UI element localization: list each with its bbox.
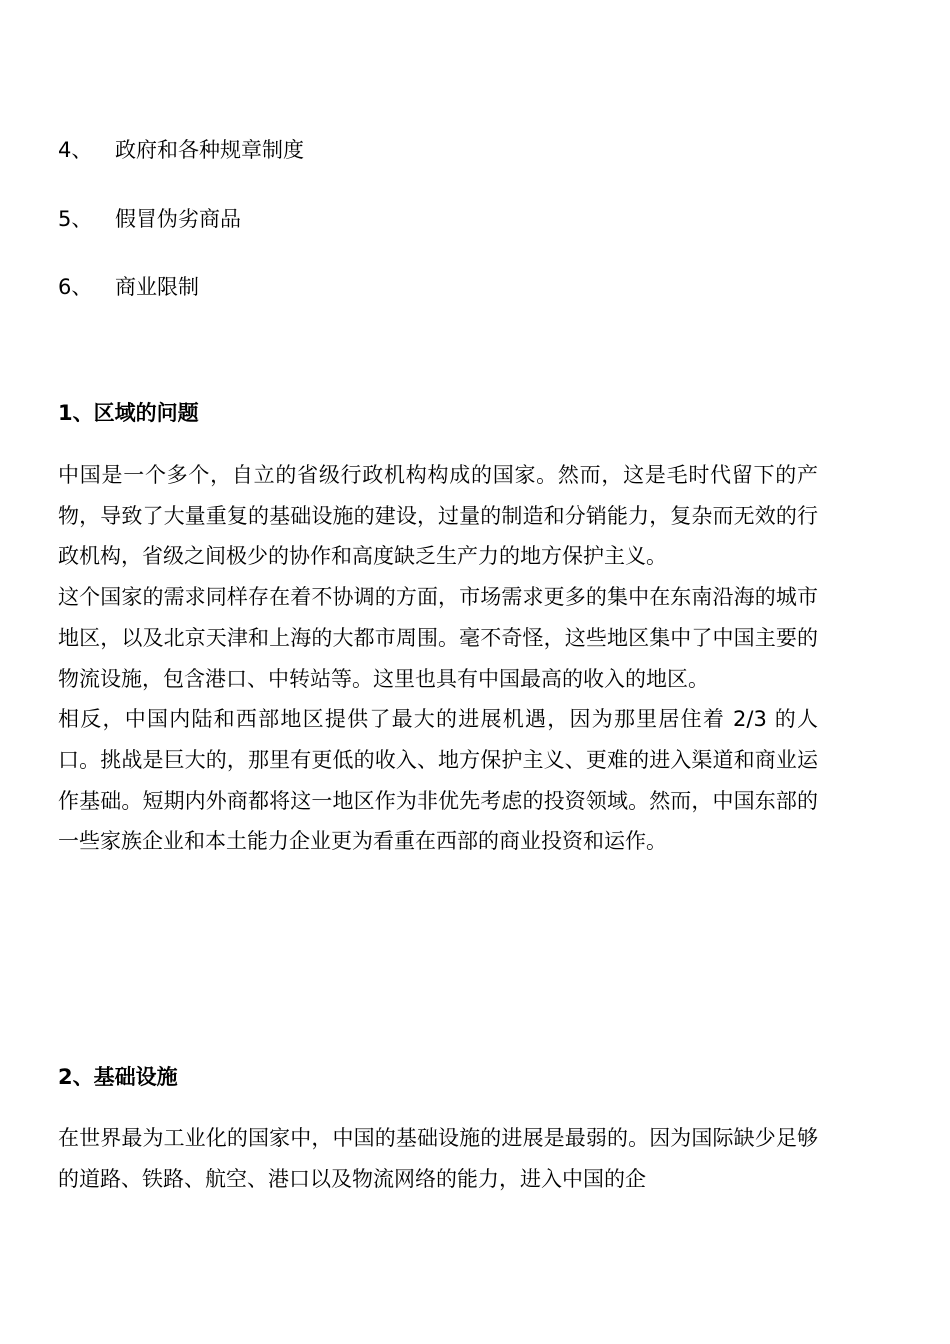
list-label: 假冒伪劣商品	[115, 207, 241, 231]
paragraph: 相反，中国内陆和西部地区提供了最大的进展机遇，因为那里居住着 2/3 的人口。挑战是巨大的，那里有更低的收入、地方保护主义、更难的进入渠道和商业运作基础。短期内外商都将这一地区作为非优先考虑的投资领域。然而，中国东部的一些家族企业和本土能力企业更为看重在西部的商业投资和运作。	[58, 707, 818, 854]
paragraph: 在世界最为工业化的国家中，中国的基础设施的进展是最弱的。因为国际缺少足够的道路、铁路、航空、港口以及物流网络的能力，进入中国的企	[58, 1126, 818, 1191]
section-heading-region: 1、区域的问题	[58, 401, 199, 425]
paragraph: 这个国家的需求同样存在着不协调的方面，市场需求更多的集中在东南沿海的城市地区，以及北京天津和上海的大都市周围。毫不奇怪，这些地区集中了中国主要的物流设施，包含港口、中转站等。这里也具有中国最高的收入的地区。	[58, 585, 818, 691]
list-item	[58, 135, 304, 165]
section-body-region	[58, 455, 818, 862]
paragraph: 中国是一个多个，自立的省级行政机构构成的国家。然而，这是毛时代留下的产物，导致了大量重复的基础设施的建设，过量的制造和分销能力，复杂而无效的行政机构，省级之间极少的协作和高度缺乏生产力的地方保护主义。	[58, 463, 818, 569]
list-number: 5、	[58, 207, 93, 231]
list-number: 6、	[58, 275, 93, 299]
list-item	[58, 204, 241, 234]
list-item	[58, 272, 199, 302]
list-number: 4、	[58, 138, 93, 162]
list-label: 政府和各种规章制度	[115, 138, 304, 162]
section-body-infrastructure	[58, 1118, 818, 1199]
list-label: 商业限制	[115, 275, 199, 299]
section-heading-infrastructure: 2、基础设施	[58, 1065, 178, 1089]
